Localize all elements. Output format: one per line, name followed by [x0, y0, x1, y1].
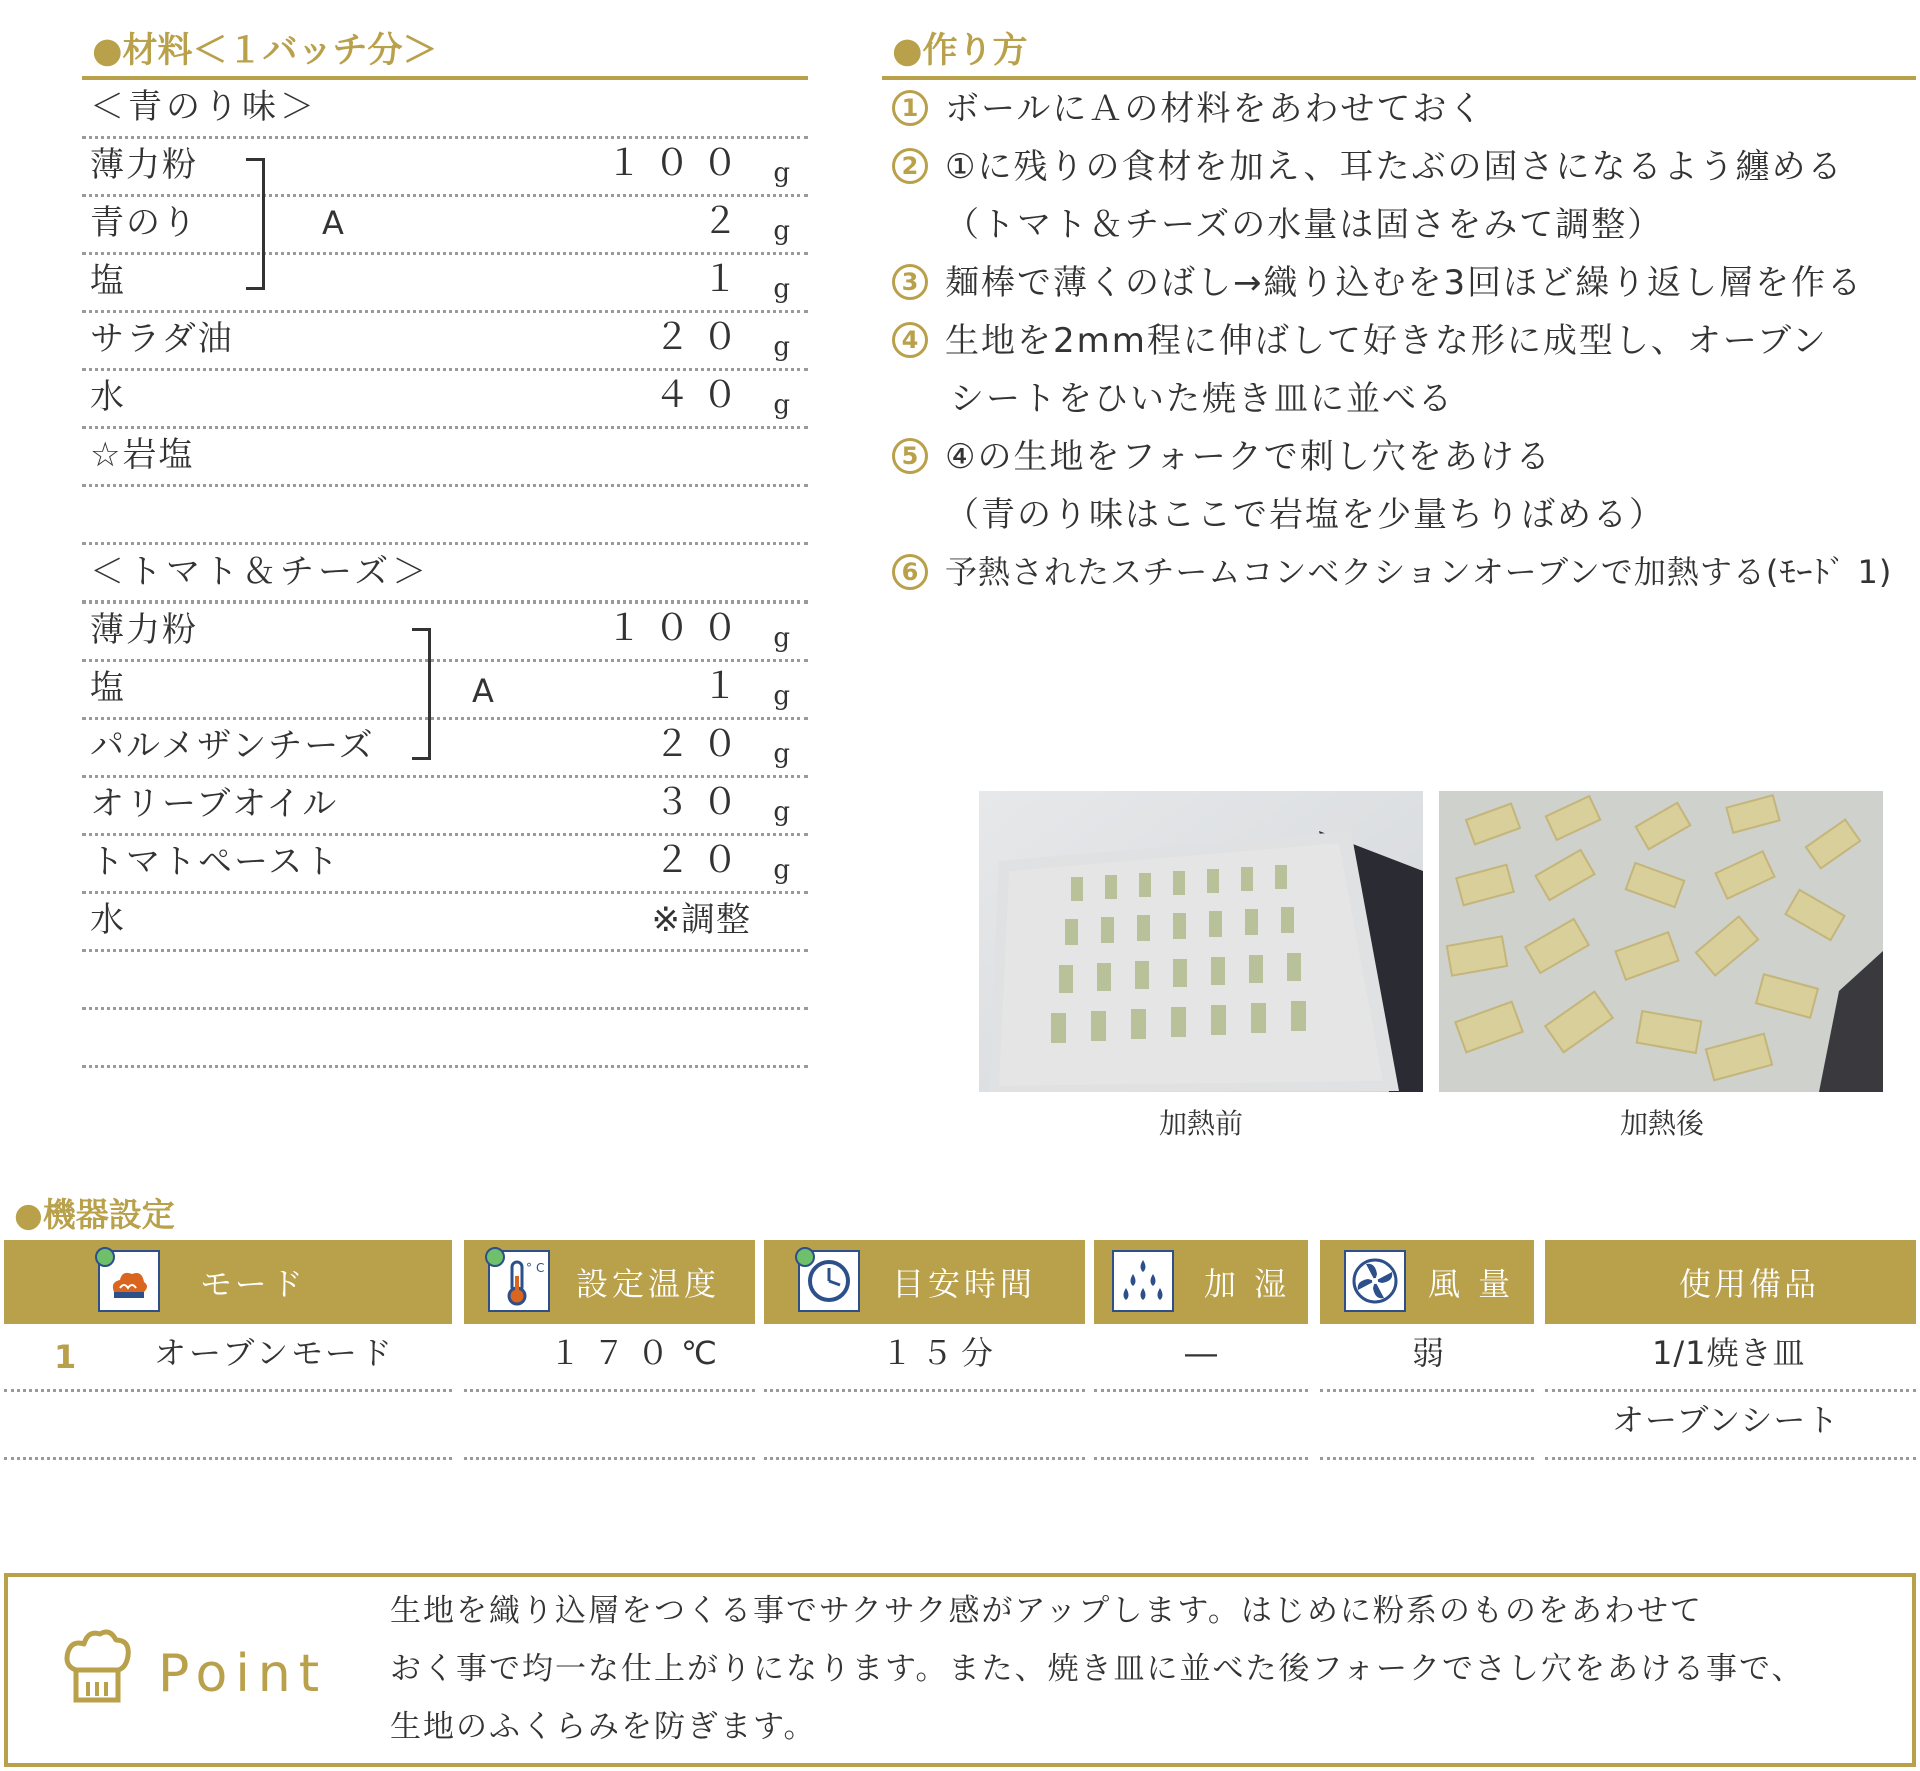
ingredient-qty: ４０	[653, 375, 750, 416]
ingredient-row	[82, 197, 808, 255]
ingredient-qty: １	[701, 259, 750, 300]
ingredient-unit: g	[773, 797, 790, 827]
ingredient-row	[82, 139, 808, 197]
aonori-group-label: A	[322, 204, 344, 242]
ingredient-name: サラダ油	[90, 319, 234, 359]
empty-row	[82, 1010, 808, 1068]
step-number: 4	[892, 322, 928, 358]
step-number: 5	[892, 438, 928, 474]
ingredient-unit: g	[773, 855, 790, 885]
header-temp-label: 設定温度	[576, 1265, 721, 1303]
header-mode	[4, 1240, 452, 1324]
ingredient-unit: g	[773, 739, 790, 769]
row-divider	[764, 1389, 1085, 1392]
header-time-label: 目安時間	[892, 1265, 1037, 1303]
step-text: 麺棒で薄くのばし→織り込むを3回ほど繰り返し層を作る	[945, 263, 1864, 303]
ingredient-unit: g	[773, 274, 790, 304]
method-title: ●作り方	[892, 31, 1028, 71]
ingredient-row	[82, 604, 808, 662]
row-item-2: オーブンシート	[1612, 1401, 1840, 1439]
header-fan	[1320, 1240, 1534, 1324]
point-text-line: 生地を織り込層をつくる事でサクサク感がアップします。はじめに粉系のものをあわせて	[390, 1593, 1703, 1629]
materials-title: ●材料＜１バッチ分＞	[92, 31, 438, 71]
step-text: ①に残りの食材を加え、耳たぶの固さになるよう纏める	[945, 147, 1844, 187]
tomato-group-label: A	[472, 672, 494, 710]
row-divider	[1094, 1389, 1308, 1392]
ingredient-unit: g	[773, 390, 790, 420]
ingredient-unit: g	[773, 216, 790, 246]
ingredient-row	[82, 836, 808, 894]
steam-oven-icon	[98, 1250, 160, 1312]
header-temp	[464, 1240, 755, 1324]
ingredient-unit: g	[773, 332, 790, 362]
clock-icon	[798, 1250, 860, 1312]
row-divider	[1320, 1457, 1534, 1460]
step-text: ボールにＡの材料をあわせておく	[945, 89, 1485, 129]
point-label: Point	[158, 1644, 328, 1704]
step-text: ④の生地をフォークで刺し穴をあける	[945, 437, 1552, 477]
svg-text:°C: °C	[526, 1261, 548, 1275]
step-text: 生地を2mm程に伸ばして好きな形に成型し、オーブン	[945, 321, 1828, 361]
ingredient-row	[82, 894, 808, 952]
aonori-group-bracket	[246, 158, 265, 290]
header-mode-label: モード	[200, 1265, 307, 1303]
chef-hat-icon	[62, 1626, 132, 1706]
row-humid: ―	[1185, 1334, 1220, 1372]
after-baking-caption: 加熱後	[1619, 1107, 1704, 1140]
ingredient-name: 塩	[90, 668, 126, 708]
header-time	[764, 1240, 1085, 1324]
ingredient-name: 薄力粉	[90, 610, 198, 650]
point-text-line: おく事で均一な仕上がりになります。また、焼き皿に並べた後フォークでさし穴をあける事で、	[390, 1651, 1805, 1687]
aonori-header: ＜青のり味＞	[90, 87, 318, 127]
tomato-header: ＜トマト＆チーズ＞	[90, 552, 431, 592]
aonori-header-row	[82, 81, 808, 139]
row-divider	[764, 1457, 1085, 1460]
ingredient-unit: g	[773, 623, 790, 653]
ingredient-name: オリーブオイル	[90, 784, 339, 824]
ingredient-row	[82, 720, 808, 778]
row-divider	[464, 1457, 755, 1460]
tomato-group-bracket	[412, 628, 431, 760]
ingredient-row	[82, 313, 808, 371]
ingredient-name: トマトペースト	[90, 842, 341, 882]
ingredient-name: 青のり	[90, 203, 198, 243]
ingredient-unit: g	[773, 158, 790, 188]
tomato-header-row	[82, 546, 808, 604]
ingredient-qty: １	[701, 666, 750, 707]
step-number: 3	[892, 264, 928, 300]
step-number: 6	[892, 554, 928, 590]
header-items-label: 使用備品	[1679, 1265, 1820, 1303]
header-humid	[1094, 1240, 1308, 1324]
equipment-title: ●機器設定	[14, 1195, 175, 1234]
ingredient-name: パルメザンチーズ	[90, 726, 375, 766]
ingredient-qty: １００	[605, 143, 750, 184]
fan-icon	[1344, 1250, 1406, 1312]
ingredient-name: 水	[90, 900, 126, 940]
empty-row	[82, 487, 808, 545]
step-text: 予熱されたスチームコンベクションオーブンで加熱する(ﾓｰﾄﾞ 1)	[945, 553, 1893, 591]
ingredient-qty: ３０	[653, 782, 750, 823]
point-text-line: 生地のふくらみを防ぎます。	[390, 1709, 817, 1745]
before-baking-caption: 加熱前	[1158, 1107, 1243, 1140]
row-divider	[4, 1389, 452, 1392]
ingredient-qty: １００	[605, 608, 750, 649]
step-number: 1	[892, 90, 928, 126]
row-mode: オーブンモード	[154, 1334, 395, 1372]
row-divider	[1094, 1457, 1308, 1460]
row-divider	[1320, 1389, 1534, 1392]
before-baking-photo	[979, 791, 1423, 1092]
row-divider	[1545, 1389, 1916, 1392]
row-divider	[464, 1389, 755, 1392]
ingredient-name: 薄力粉	[90, 145, 198, 185]
row-index: 1	[54, 1338, 80, 1376]
ingredient-row	[82, 371, 808, 429]
row-item-1: 1/1焼き皿	[1652, 1334, 1806, 1372]
step-text-continued: （青のり味はここで岩塩を少量ちりばめる）	[945, 495, 1665, 535]
row-time: １５分	[881, 1334, 1002, 1372]
empty-row	[82, 952, 808, 1010]
method-title-rule	[882, 76, 1916, 80]
header-fan-label: 風 量	[1428, 1265, 1515, 1303]
header-items	[1545, 1240, 1916, 1324]
step-number: 2	[892, 148, 928, 184]
ingredient-name: 水	[90, 377, 126, 417]
ingredient-row	[82, 662, 808, 720]
step-text-continued: シートをひいた焼き皿に並べる	[950, 379, 1454, 419]
row-temp: １７０℃	[549, 1334, 729, 1372]
ingredient-qty: ２０	[653, 317, 750, 358]
after-baking-photo	[1439, 791, 1883, 1092]
ingredient-row	[82, 429, 808, 487]
ingredient-row	[82, 255, 808, 313]
ingredient-qty: ２	[701, 201, 750, 242]
ingredient-row	[82, 778, 808, 836]
ingredient-qty: ２０	[653, 724, 750, 765]
ingredient-qty: ２０	[653, 840, 750, 881]
ingredient-unit: g	[773, 681, 790, 711]
row-fan: 弱	[1412, 1334, 1448, 1372]
header-humid-label: 加 湿	[1204, 1265, 1291, 1303]
ingredient-name: 塩	[90, 261, 126, 301]
row-divider	[1545, 1457, 1916, 1460]
water-drops-icon	[1112, 1250, 1174, 1312]
ingredient-qty: ※調整	[651, 900, 751, 940]
step-text-continued: （トマト＆チーズの水量は固さをみて調整）	[945, 205, 1664, 245]
row-divider	[4, 1457, 452, 1460]
ingredient-name: ☆岩塩	[90, 435, 195, 475]
thermometer-icon	[488, 1250, 550, 1312]
